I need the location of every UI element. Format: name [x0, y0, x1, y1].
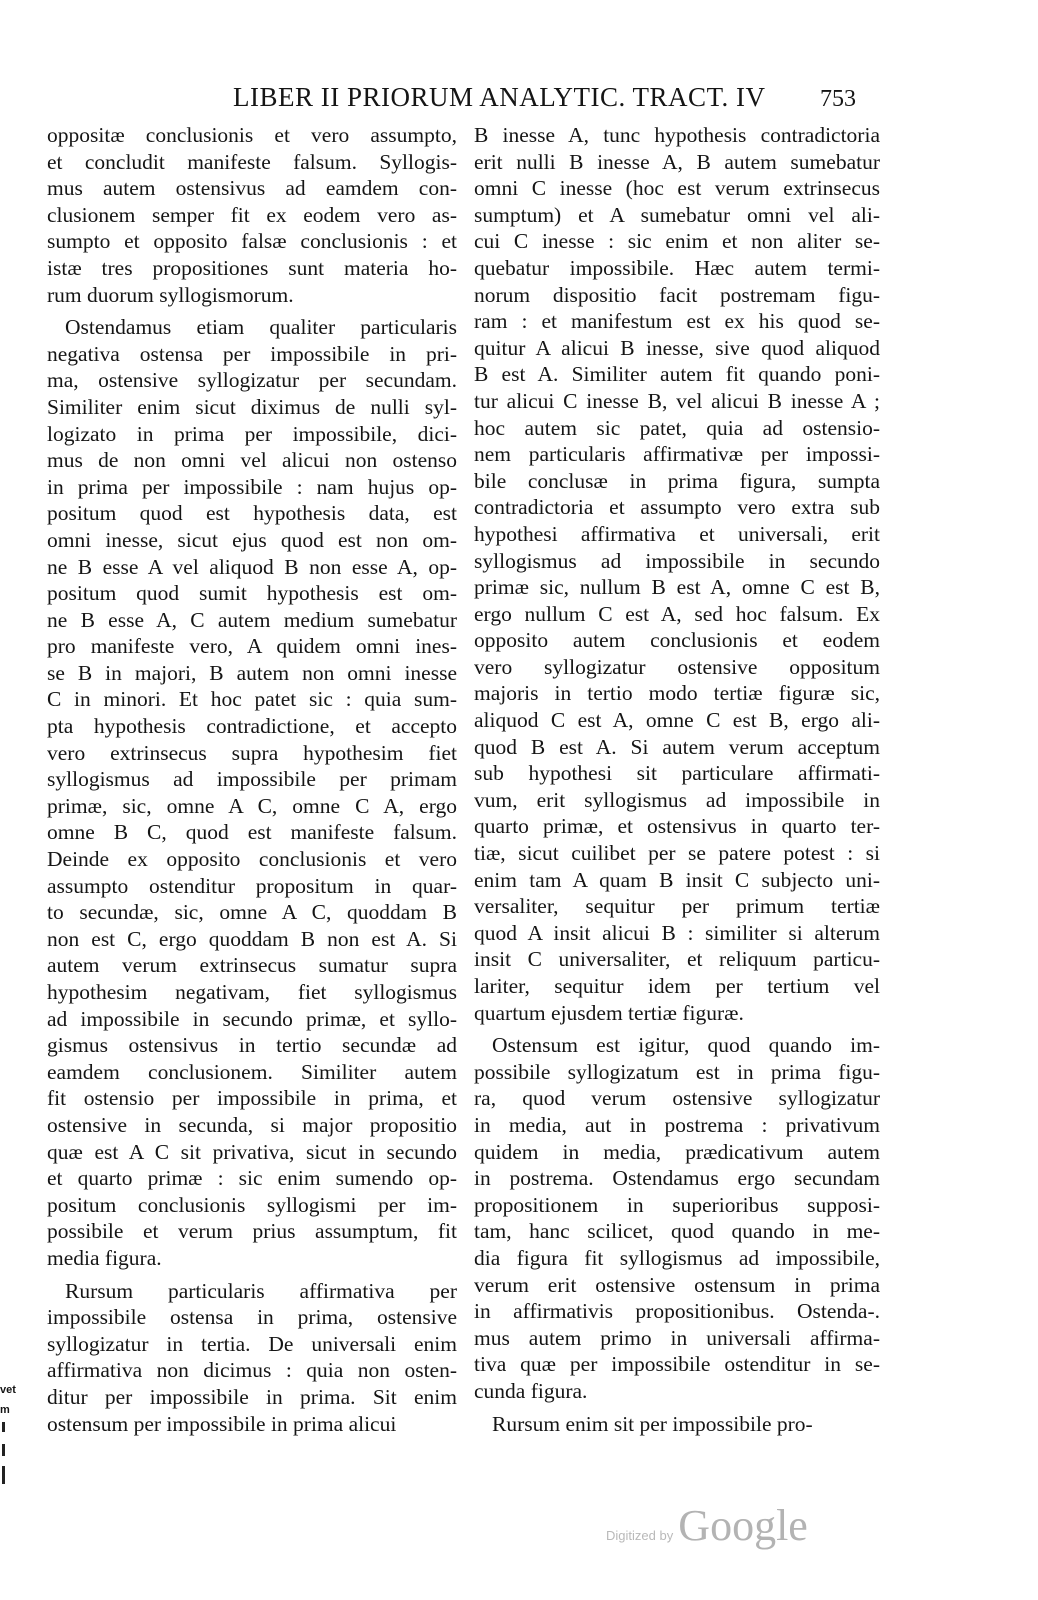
- text-line: quarto primæ, et ostensivus in quarto ter-: [474, 814, 880, 839]
- text-line: aliquod C est A, omne C est B, ergo ali-: [474, 708, 880, 733]
- text-line: quartum ejusdem tertiæ figuræ.: [474, 1000, 744, 1025]
- text-line: in affirmativis propositionibus. Ostenda-.: [474, 1299, 880, 1324]
- text-line: sumpto et opposito falsæ conclusionis : et: [47, 229, 457, 254]
- text-line: ram : et manifestum est ex his quod se-: [474, 309, 880, 334]
- text-line: positum conclusionis syllogismi per im-: [47, 1192, 457, 1217]
- text-line: syllogizatur in tertia. De universali enim: [47, 1331, 457, 1356]
- text-line: ostensum per impossibile in prima alicui: [47, 1411, 397, 1436]
- text-line: lariter, sequitur idem per tertium vel: [474, 974, 880, 998]
- watermark-small-text: Digitized by: [606, 1528, 674, 1543]
- text-line: pta hypothesis contradictione, et accepto: [47, 714, 457, 739]
- text-line: in media, aut in postrema : privativum: [474, 1112, 880, 1137]
- text-line: Deinde ex opposito conclusionis et vero: [47, 847, 457, 872]
- text-line: cunda figura.: [474, 1378, 588, 1403]
- text-line: insit C universaliter, et reliquum particu-: [474, 947, 880, 972]
- text-line: contradictoria et assumpto vero extra sub: [474, 495, 880, 520]
- margin-note: m: [0, 1404, 10, 1416]
- text-line: ma, ostensive syllogizatur per secundam.: [47, 368, 457, 393]
- text-line: positum quod est hypothesis data, est: [47, 501, 457, 526]
- text-line: verum erit ostensive ostensum in prima: [474, 1272, 880, 1297]
- text-line: omni C inesse (hoc est verum extrinsecus: [474, 176, 880, 201]
- text-line: primæ, sic, omne A C, omne C A, ergo: [47, 793, 457, 818]
- text-line: Rursum enim sit per impossibile pro-: [492, 1411, 813, 1436]
- watermark-logo-text: Google: [678, 1501, 808, 1550]
- right-column: [474, 122, 880, 1437]
- text-line: syllogismus ad impossibile per primam: [47, 767, 457, 792]
- text-line: propositionem in superioribus supposi-: [474, 1192, 880, 1217]
- text-line: primæ sic, nullum B est A, omne C est B,: [474, 575, 880, 600]
- text-line: C in minori. Et hoc patet sic : quia sum-: [47, 687, 457, 712]
- text-line: enim tam A quam B insit C subjecto uni-: [474, 867, 880, 892]
- text-line: possibile syllogizatum est in prima figu-: [474, 1059, 880, 1084]
- text-line: vero syllogizatur ostensive oppositum: [474, 654, 880, 679]
- text-line: positum quod sumit hypothesis est om-: [47, 581, 457, 606]
- text-line: assumpto ostenditur propositum in quar-: [47, 873, 457, 898]
- text-line: possibile et verum prius assumptum, fit: [47, 1219, 457, 1244]
- text-line: mus de non omni vel alicui non ostenso: [47, 448, 457, 473]
- text-line: norum dispositio facit postremam figu-: [474, 282, 880, 307]
- text-line: Rursum particularis affirmativa per: [65, 1278, 457, 1303]
- digitized-watermark: [606, 1500, 808, 1551]
- text-line: quitur A alicui B inesse, sive quod aliquod: [474, 335, 880, 360]
- running-header: [0, 82, 1038, 122]
- text-line: vum, erit syllogismus ad impossibile in: [474, 787, 880, 812]
- text-line: Ostensum est igitur, quod quando im-: [492, 1033, 880, 1058]
- text-line: majoris in tertio modo tertiæ figuræ sic,: [474, 681, 880, 706]
- text-line: ne B esse A vel aliquod B non esse A, op-: [47, 554, 457, 579]
- text-line: Ostendamus etiam qualiter particularis: [65, 315, 457, 340]
- text-line: nem particularis affirmativæ per impossi-: [474, 442, 880, 467]
- text-line: gismus ostensivus in tertio secundæ ad: [47, 1033, 457, 1058]
- text-line: B est A. Similiter autem fit quando poni-: [474, 362, 880, 387]
- text-line: non est C, ergo quoddam B non est A. Si: [47, 926, 457, 951]
- text-line: eamdem conclusionem. Similiter autem: [47, 1059, 457, 1084]
- text-line: et concludit manifeste falsum. Syllogis-: [47, 149, 457, 174]
- text-line: oppositæ conclusionis et vero assumpto,: [47, 123, 457, 147]
- margin-mark: [2, 1466, 5, 1484]
- text-line: sumptum) et A sumebatur omni vel ali-: [474, 202, 880, 227]
- text-line: syllogismus ad impossibile in secundo: [474, 548, 880, 573]
- text-line: clusionem semper fit ex eodem vero as-: [47, 202, 457, 227]
- text-line: opposito autem conclusionis et eodem: [474, 628, 880, 653]
- page-number: 753: [820, 86, 856, 112]
- running-title: LIBER II PRIORUM ANALYTIC. TRACT. IV: [233, 82, 766, 112]
- margin-note: vet: [0, 1384, 16, 1396]
- text-line: ad impossibile in secundo primæ, et syllo-: [47, 1006, 457, 1031]
- text-line: ergo nullum C est A, sed hoc falsum. Ex: [474, 601, 880, 626]
- text-line: mus autem primo in universali affirma-: [474, 1325, 880, 1350]
- text-line: tam, hanc scilicet, quod quando in me-: [474, 1219, 880, 1244]
- text-line: affirmativa non dicimus : quia non osten-: [47, 1358, 457, 1383]
- text-line: logizato in prima per impossibile, dici-: [47, 421, 457, 446]
- text-line: autem verum extrinsecus sumatur supra: [47, 953, 457, 978]
- text-line: hypothesim negativam, fiet syllogismus: [47, 980, 457, 1004]
- text-line: istæ tres propositiones sunt materia ho-: [47, 255, 457, 280]
- text-line: media figura.: [47, 1245, 162, 1270]
- text-line: tiæ, sicut cuilibet per se patere potest : si: [474, 841, 880, 866]
- text-line: ostensive in secunda, si major propositio: [47, 1112, 457, 1137]
- text-line: se B in majori, B autem non omni inesse: [47, 660, 457, 685]
- text-line: tur alicui C inesse B, vel alicui B inesse A ;: [474, 388, 880, 413]
- text-line: Similiter enim sicut diximus de nulli syl-: [47, 394, 457, 419]
- text-line: versaliter, sequitur per primum tertiæ: [474, 894, 880, 919]
- text-line: quebatur impossibile. Hæc autem termi-: [474, 255, 880, 280]
- text-line: impossibile ostensa in prima, ostensive: [47, 1305, 457, 1330]
- text-line: to secundæ, sic, omne A C, quoddam B: [47, 900, 457, 925]
- text-line: hypothesi affirmativa et universali, erit: [474, 521, 880, 546]
- text-line: vero extrinsecus supra hypothesim fiet: [47, 740, 457, 765]
- text-line: tiva quæ per impossibile ostenditur in se-: [474, 1352, 880, 1377]
- text-line: cui C inesse : sic enim et non aliter se-: [474, 229, 880, 254]
- text-line: dia figura fit syllogismus ad impossibile,: [474, 1245, 880, 1270]
- text-line: mus autem ostensivus ad eamdem con-: [47, 176, 457, 201]
- text-line: in prima per impossibile : nam hujus op-: [47, 474, 457, 499]
- text-line: pro manifeste vero, A quidem omni ines-: [47, 634, 457, 659]
- text-line: rum duorum syllogismorum.: [47, 282, 294, 307]
- margin-mark: [2, 1422, 5, 1432]
- text-line: hoc autem sic patet, quia ad ostensio-: [474, 415, 880, 440]
- text-line: omni inesse, sicut ejus quod est non om-: [47, 527, 457, 552]
- margin-mark: [2, 1444, 5, 1456]
- text-line: ditur per impossibile in prima. Sit enim: [47, 1384, 457, 1409]
- text-line: fit ostensio per impossibile in prima, et: [47, 1086, 457, 1111]
- text-line: et quarto primæ : sic enim sumendo op-: [47, 1166, 457, 1191]
- text-line: quod A insit alicui B : similiter si alterum: [474, 920, 880, 945]
- text-line: omne B C, quod est manifeste falsum.: [47, 820, 457, 845]
- text-line: ne B esse A, C autem medium sumebatur: [47, 607, 457, 632]
- text-line: ra, quod verum ostensive syllogizatur: [474, 1086, 880, 1111]
- margin-notes: [0, 1380, 32, 1420]
- text-line: quidem in media, prædicativum autem: [474, 1139, 880, 1164]
- text-line: bile conclusæ in prima figura, sumpta: [474, 468, 880, 493]
- text-line: sub hypothesi sit particulare affirmati-: [474, 761, 880, 786]
- text-line: erit nulli B inesse A, B autem sumebatur: [474, 149, 880, 174]
- text-line: quod B est A. Si autem verum acceptum: [474, 734, 880, 759]
- text-line: in postrema. Ostendamus ergo secundam: [474, 1166, 880, 1191]
- text-line: negativa ostensa per impossibile in pri-: [47, 341, 457, 366]
- text-line: B inesse A, tunc hypothesis contradictoria: [474, 123, 880, 147]
- left-column: [47, 122, 457, 1437]
- text-line: quæ est A C sit privativa, sicut in secundo: [47, 1139, 457, 1164]
